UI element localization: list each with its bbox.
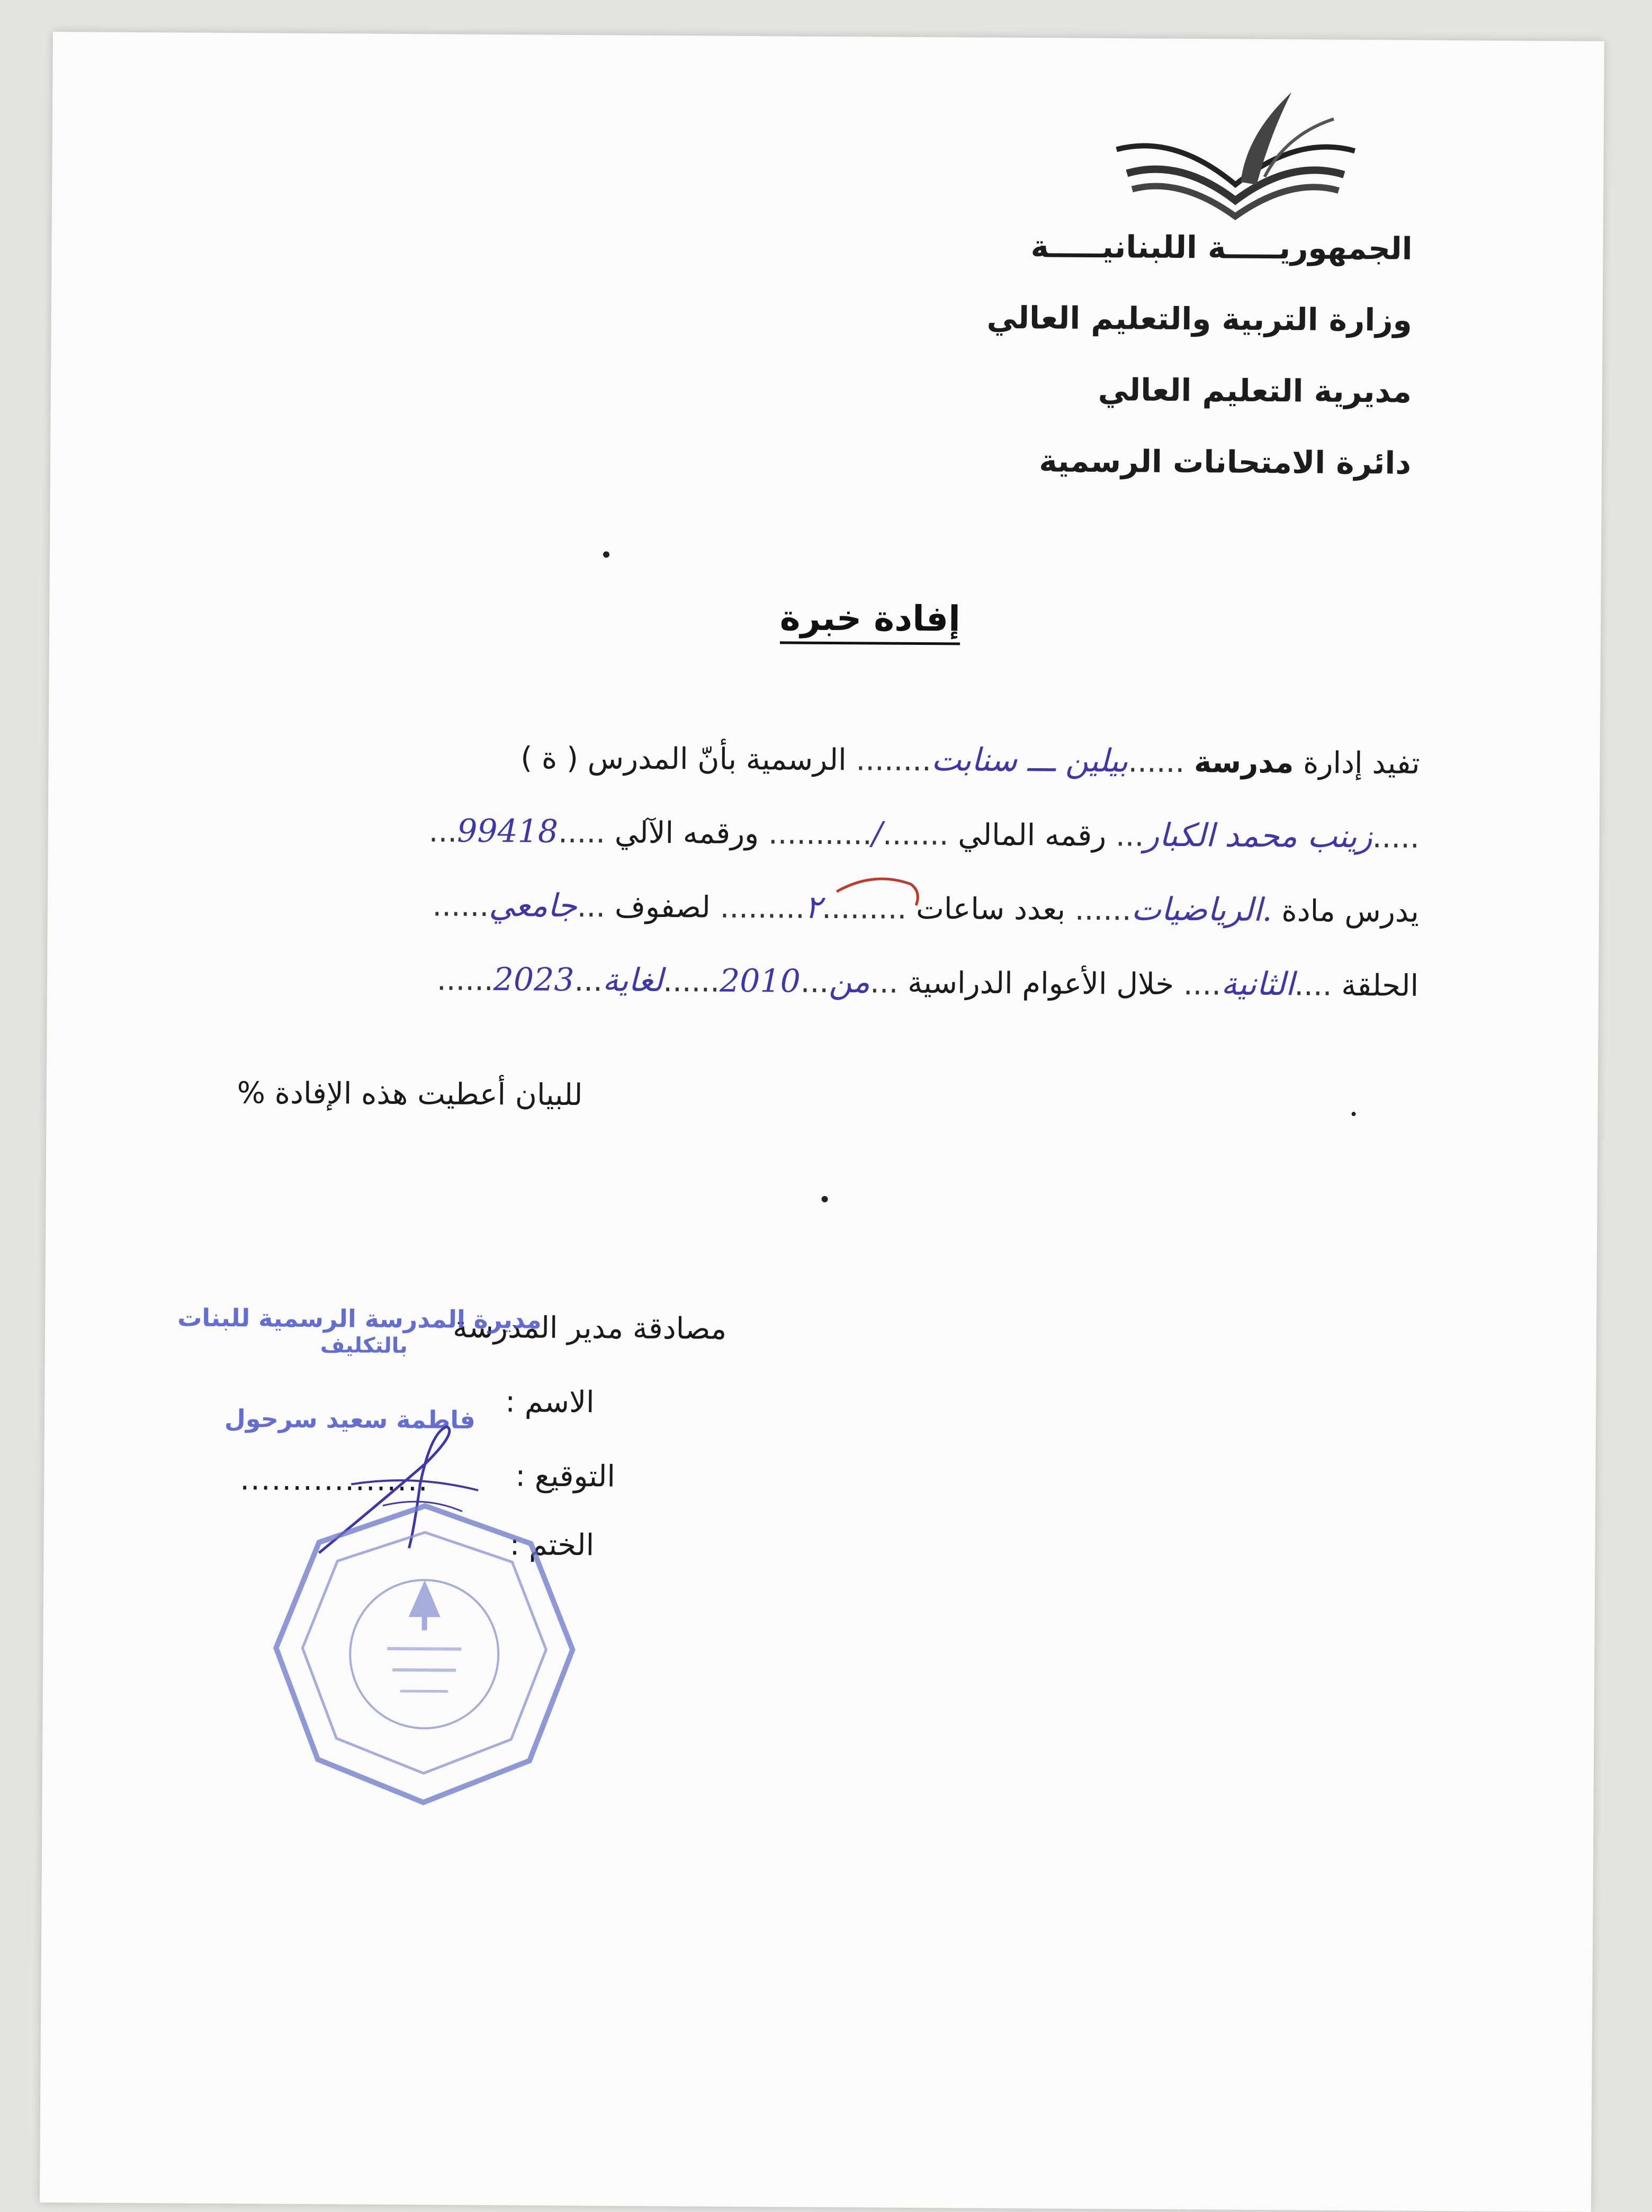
year-from-handwritten: 2010 (719, 962, 801, 1000)
school-word: مدرسة (1193, 745, 1294, 780)
body-line-school: تفيد إدارة مدرسة ......بيلين ـــ سنابت........ الرسمية بأنّ المدرس ( ة ) (520, 741, 1420, 781)
signature-dots: .................. (240, 1462, 429, 1498)
ministry-heading: وزارة التربية والتعليم العالي (986, 299, 1412, 338)
stamp-text-assignment: بالتكليف (320, 1333, 408, 1359)
republic-heading: الجمهوريـــــة اللبنانيـــــة (1030, 228, 1413, 267)
name-label: الاسم : (505, 1384, 595, 1420)
hours-handwritten: ٢ (804, 888, 822, 926)
document-title: إفادة خبرة (632, 597, 1108, 640)
subject-handwritten: .الرياضيات (1131, 891, 1272, 929)
closing-statement: للبيان أعطيت هذه الإفادة % (237, 1076, 583, 1113)
official-seal-icon (264, 1495, 584, 1814)
seal-label: الختم : (509, 1527, 595, 1563)
stamp-text-director: مديرة المدرسة الرسمية للبنات (177, 1303, 542, 1334)
teacher-name-handwritten: زينب محمد الكبار (1144, 816, 1372, 856)
open-book-logo-icon (1111, 70, 1361, 230)
ink-speck (1352, 1112, 1356, 1116)
from-word-handwritten: من (828, 963, 870, 1001)
approval-heading: مصادقة مدير المدرسة (452, 1310, 727, 1346)
document-page (40, 32, 1604, 2212)
body-line-teacher: .....زينب محمد الكبار... رقمه المالي ......./........... ورقمه الآلي .....99418... (428, 812, 1420, 856)
auto-number-handwritten: 99418 (456, 812, 559, 850)
cycle-handwritten: الثانية (1220, 965, 1295, 1003)
classes-handwritten: جامعي (489, 887, 577, 925)
ink-speck (822, 1196, 828, 1202)
ink-speck (603, 551, 609, 558)
to-word-handwritten: لغاية (602, 961, 663, 1000)
body-line-subject: يدرس مادة .الرياضيات...... بعدد ساعات .........٢......... لصفوف ...جامعي...... (432, 887, 1420, 929)
school-name-handwritten: بيلين ـــ سنابت (931, 741, 1128, 780)
directorate-heading: مديرية التعليم العالي (1098, 372, 1412, 410)
signature-label: التوقيع : (515, 1459, 616, 1494)
body-line-years: الحلقة ....الثانية.... خلال الأعوام الدراسية ...من...2010......لغاية...2023...... (436, 961, 1419, 1003)
name-stamp-value: فاطمة سعيد سرحول (224, 1404, 475, 1434)
department-heading: دائرة الامتحانات الرسمية (1039, 443, 1412, 481)
year-to-handwritten: 2023 (493, 961, 574, 999)
finance-number-handwritten: / (872, 815, 883, 852)
